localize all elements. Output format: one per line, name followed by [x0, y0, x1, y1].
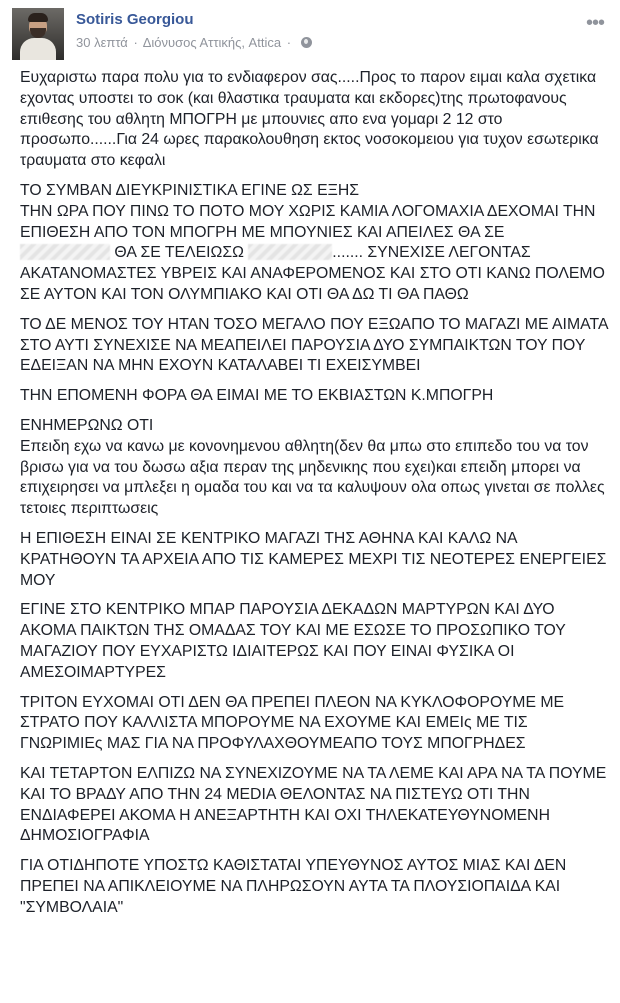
post-paragraph: ΕΓΙΝΕ ΣΤΟ ΚΕΝΤΡΙΚΟ ΜΠΑΡ ΠΑΡΟΥΣΙΑ ΔΕΚΑΔΩΝ ΜΑΡΤΥΡΩΝ ΚΑΙ ΔΥΟ ΑΚΟΜΑ ΠΑΙΚΤΩΝ ΤΗΣ ΟΜΑΔΑΣ ΤΟΥ ΚΑΙ ΜΕ ΕΣΩΣΕ ΤΟ ΠΡΟΣΩΠΙΚΟ ΤΟΥ ΜΑΓΑΖΙΟΥ ΠΟΥ ΕΥΧΑΡΙΣΤΩ ΙΔΙΑΙΤΕΡΩΣ ΚΑΙ ΠΟΥ ΕΙΝΑΙ ΦΥΣΙΚΑ ΟΙ ΑΜΕΣΟΙΜΑΡΤΥΡΕΣ	[20, 601, 566, 681]
paragraph-line: ΤΗΝ ΩΡΑ ΠΟΥ ΠΙΝΩ ΤΟ ΠΟΤΟ ΜΟΥ ΧΩΡΙΣ ΚΑΜΙΑ ΛΟΓΟΜΑΧΙΑ ΔΕΧΟΜΑΙ ΤΗΝ ΕΠΙΘΕΣΗ ΑΠΟ ΤΟΝ ΜΠΟΓΡΗ ΜΕ ΜΠΟΥΝΙΕΣ ΚΑΙ ΑΠΕΙΛΕΣ ΘΑ ΣΕ	[20, 202, 596, 241]
post-paragraph: ΚΑΙ ΤΕΤΑΡΤΟΝ ΕΛΠΙΖΩ ΝΑ ΣΥΝΕΧΙΖΟΥΜΕ ΝΑ ΤΑ ΛΕΜΕ ΚΑΙ ΑΡΑ ΝΑ ΤΑ ΠΟΥΜΕ ΚΑΙ ΤΟ ΒΡΑΔΥ ΑΠΟ ΤΗΝ 24 MEDIA ΘΕΛΟΝΤΑΣ ΝΑ ΠΙΣΤΕΥΩ ΟΤΙ ΤΗΝ ΕΝΔΙΑΦΕΡΕΙ ΑΚΟΜΑ Η ΑΝΕΞΑΡΤΗΤΗ ΚΑΙ ΟΧΙ ΤΗΛΕΚΑΤΕΥΘΥΝΟΜΕΝΗ ΔΗΜΟΣΙΟΓΡΑΦΙΑ	[20, 764, 607, 845]
post-location[interactable]: Διόνυσος Αττικής, Attica	[142, 35, 282, 50]
post-timestamp[interactable]: 30 λεπτά	[76, 35, 128, 50]
meta-separator: ·	[133, 35, 138, 50]
paragraph-line: Επειδη εχω να κανω με κονονημενου αθλητη(δεν θα μπω στο επιπεδο του να τον βρισω για να του δωσω αξια περαν της μηδενικης που εχει)και επειδη μπορει να επιχειρησει να μπλεξει η ομαδα του και να τα καλυψουν ολα οπως γινεται σε πολλες τετοιες περιπτωσεις	[20, 437, 605, 518]
globe-icon[interactable]	[301, 37, 312, 48]
author-name[interactable]: Sotiris Georgiou	[76, 11, 194, 28]
paragraph-line: ΘΑ ΣΕ ΤΕΛΕΙΩΣΩ	[114, 244, 244, 262]
post-paragraph	[20, 416, 610, 520]
paragraph-line: ΤΟ ΣΥΜΒΑΝ ΔΙΕΥΚΡΙΝΙΣΤΙΚΑ ΕΓΙΝΕ ΩΣ ΕΞΗΣ	[20, 181, 360, 199]
more-horizontal-icon[interactable]: •••	[585, 12, 604, 34]
avatar[interactable]	[12, 8, 64, 60]
avatar-body-shape	[20, 38, 56, 60]
avatar-hair-shape	[28, 13, 48, 22]
post-paragraph	[20, 181, 610, 306]
post-paragraph: ΓΙΑ ΟΤΙΔΗΠΟΤΕ ΥΠΟΣΤΩ ΚΑΘΙΣΤΑΤΑΙ ΥΠΕΥΘΥΝΟΣ ΑΥΤΟΣ ΜΙΑΣ ΚΑΙ ΔΕΝ ΠΡΕΠΕΙ ΝΑ ΑΠΙΚΛΕΙΟΥΜΕ ΝΑ ΠΛΗΡΩΣΟΥΝ ΑΥΤΑ ΤΑ ΠΛΟΥΣΙΟΠΑΙΔΑ ΚΑΙ "ΣΥΜΒΟΛΑΙΑ"	[20, 857, 567, 916]
post-paragraph: ΤΡΙΤΟΝ ΕΥΧΟΜΑΙ ΟΤΙ ΔΕΝ ΘΑ ΠΡΕΠΕΙ ΠΛΕΟΝ ΝΑ ΚΥΚΛΟΦΟΡΟΥΜΕ ΜΕ ΣΤΡΑΤΟ ΠΟΥ ΚΑΛΛΙΣΤΑ ΜΠΟΡΟΥΜΕ ΝΑ ΕΧΟΥΜΕ ΚΑΙ ΕΜΕΙς ΜΕ ΤΙΣ ΓΝΩΡΙΜΙΕς ΜΑΣ ΓΙΑ ΝΑ ΠΡΟΦΥΛΑΧΘΟΥΜΕΑΠΟ ΤΟΥΣ ΜΠΟΓΡΗΔΕΣ	[20, 693, 565, 753]
post-paragraph: Η ΕΠΙΘΕΣΗ ΕΙΝΑΙ ΣΕ ΚΕΝΤΡΙΚΟ ΜΑΓΑΖΙ ΤΗΣ ΑΘΗΝΑ ΚΑΙ ΚΑΛΩ ΝΑ ΚΡΑΤΗΘΟΥΝ ΤΑ ΑΡΧΕΙΑ ΑΠΟ ΤΙΣ ΚΑΜΕΡΕΣ ΜΕΧΡΙ ΤΙΣ ΝΕΟΤΕΡΕΣ ΕΝΕΡΓΕΙΕΣ ΜΟΥ	[20, 529, 607, 589]
paragraph-line: ....... ΣΥΝΕΧΙΣΕ ΛΕΓΟΝΤΑΣ ΑΚΑΤΑΝΟΜΑΣΤΕΣ ΥΒΡΕΙΣ ΚΑΙ ΑΝΑΦΕΡΟΜΕΝΟΣ ΚΑΙ ΣΤΟ ΟΤΙ ΚΑΝΩ ΠΟΛΕΜΟ ΣΕ ΑΥΤΟΝ ΚΑΙ ΤΟΝ ΟΛΥΜΠΙΑΚΟ ΚΑΙ ΟΤΙ ΘΑ ΔΩ ΤΙ ΘΑ ΠΑΘΩ	[20, 244, 605, 303]
post-paragraph: Ευχαριστω παρα πολυ για το ενδιαφερον σας.....Προς το παρον ειμαι καλα σχετικα εχοντας υποστει το σοκ (και θλαστικα τραυματα και εκδορες)της πρωτοφανους επιθεσης του αθλητη ΜΠΟΓΡΗ με μπουνιες απο ενα γομαρι 2 12 στο προσωπο......Για 24 ωρες παρακολουθηση εκτος νοσοκομειου για τυχον εσωτερικα τραυματα στο κεφαλι	[20, 69, 599, 170]
post-header	[12, 8, 608, 58]
post-body	[20, 68, 610, 927]
post-paragraph: ΤΗΝ ΕΠΟΜΕΝΗ ΦΟΡΑ ΘΑ ΕΙΜΑΙ ΜΕ ΤΟ ΕΚΒΙΑΣΤΩΝ Κ.ΜΠΟΓΡΗ	[20, 387, 494, 405]
post-meta	[76, 35, 312, 50]
redaction-blur	[248, 244, 332, 260]
meta-separator: ·	[286, 35, 292, 50]
post-paragraph: ΤΟ ΔΕ ΜΕΝΟΣ ΤΟΥ ΗΤΑΝ ΤΟΣΟ ΜΕΓΑΛΟ ΠΟΥ ΕΞΩΑΠΟ ΤΟ ΜΑΓΑΖΙ ΜΕ ΑΙΜΑΤΑ ΣΤΟ ΑΥΤΙ ΣΥΝΕΧΙΣΕ ΝΑ ΜΕΑΠΕΙΛΕΙ ΠΑΡΟΥΣΙΑ ΔΥΟ ΣΥΜΠΑΙΚΤΩΝ ΤΟΥ ΠΟΥ ΕΔΕΙΞΑΝ ΝΑ ΜΗΝ ΕΧΟΥΝ ΚΑΤΑΛΑΒΕΙ ΤΙ ΕΧΕΙΣΥΜΒΕΙ	[20, 315, 608, 375]
paragraph-line: ΕΝΗΜΕΡΩΝΩ ΟΤΙ	[20, 416, 154, 434]
redaction-blur	[20, 244, 110, 260]
avatar-beard-shape	[30, 28, 46, 38]
